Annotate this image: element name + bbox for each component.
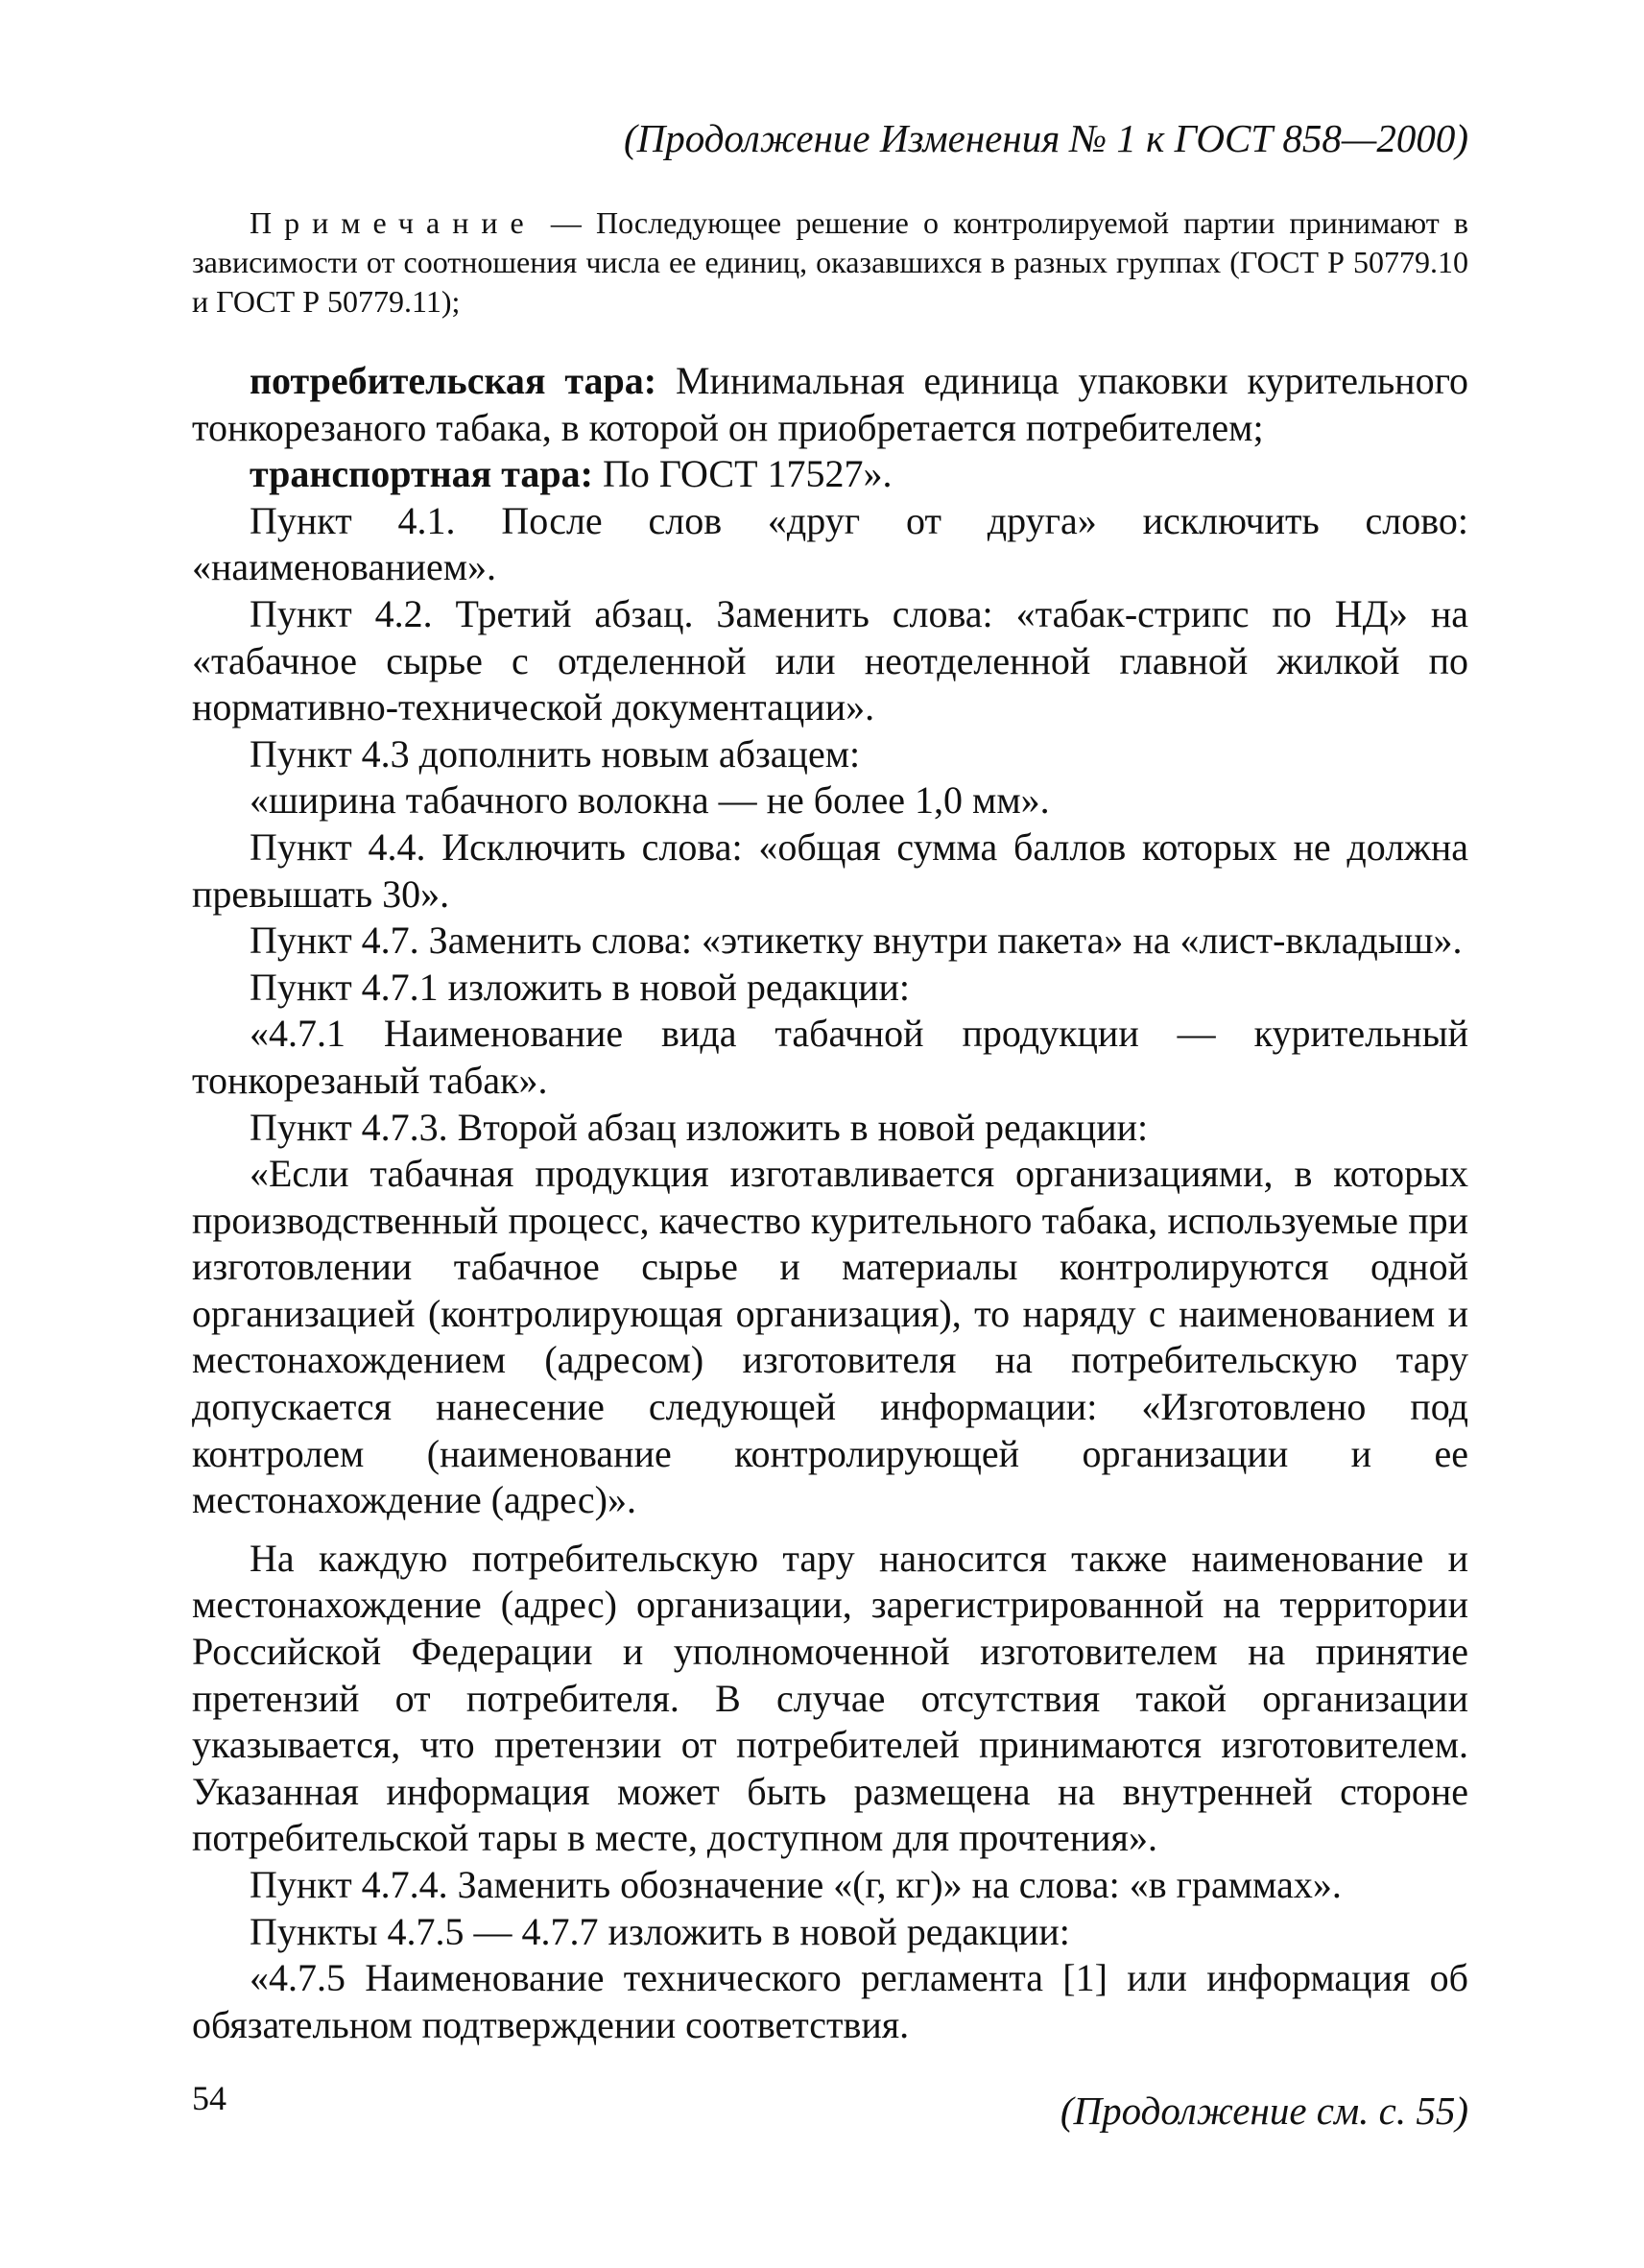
paragraph: Пункт 4.1. После слов «друг от друга» исключить слово: «наименованием». <box>192 498 1468 589</box>
paragraph: Пункт 4.7.3. Второй абзац изложить в новой редакции: <box>250 1105 1149 1149</box>
paragraph: Пункт 4.4. Исключить слова: «общая сумма баллов которых не должна превышать 30». <box>192 824 1468 916</box>
paragraph-text: По ГОСТ 17527». <box>593 452 893 496</box>
note-text: — Последующее решение о контролируемой партии принимают в зависимости от соотношения числа ее единиц, оказавшихся в разных группах (ГОСТ Р 50779.10 и ГОСТ Р 50779.11); <box>192 205 1468 319</box>
paragraph-text: Минимальная единица упаковки курительного тонкорезаного табака, в которой он приобретается потребителем; <box>192 359 1468 449</box>
paragraph: Пункт 4.7.4. Заменить обозначение «(г, кг)» на слова: «в граммах». <box>250 1863 1342 1906</box>
body-text <box>192 358 1468 2048</box>
paragraph: Пункт 4.3 дополнить новым абзацем: <box>250 731 861 776</box>
continuation-header: (Продолжение Изменения № 1 к ГОСТ 858—2000) <box>623 116 1468 160</box>
paragraph: Пункт 4.2. Третий абзац. Заменить слова: «табак-стрипс по НД» на «табачное сырье с отделенной или неотделенной главной жилкой по нормативно-технической документации». <box>192 591 1468 729</box>
note-label: Примечание <box>250 205 536 240</box>
paragraph-consumer-package <box>192 358 1468 451</box>
paragraph: «4.7.5 Наименование технического регламента [1] или информация об обязательном подтверждении соответствия. <box>192 1956 1468 2046</box>
paragraph: На каждую потребительскую тару наносится также наименование и местонахождение (адрес) организации, зарегистрированной на территории Российской Федерации и уполномоченной изготовителем на принятие претензий от потребителя. В случае отсутствия такой организации указывается, что претензии от потребителей принимаются изготовителем. Указанная информация может быть размещена на внутренней стороне потребительской тары в месте, доступном для прочтения». <box>192 1536 1468 1860</box>
paragraph-transport-package <box>192 451 1468 498</box>
term-label: транспортная тара: <box>250 452 593 496</box>
note-paragraph <box>192 203 1468 322</box>
continuation-footer: (Продолжение см. с. 55) <box>1060 2089 1468 2134</box>
paragraph: Пункт 4.7.1 изложить в новой редакции: <box>250 965 911 1009</box>
page-number: 54 <box>192 2079 226 2117</box>
term-label: потребительская тара: <box>250 359 657 402</box>
paragraph: «4.7.1 Наименование вида табачной продукции — курительный тонкорезаный табак». <box>192 1012 1468 1102</box>
paragraph: «ширина табачного волокна — не более 1,0 мм». <box>250 778 1050 823</box>
paragraph: «Если табачная продукция изготавливается организациями, в которых производственный процесс, качество курительного табака, используемые при изготовлении табачное сырье и материалы контролируются одной организацией (контролирующая организация), то наряду с наименованием и местонахождением (адресом) изготовителя на потребительскую тару допускается нанесение следующей информации: «Изготовлено под контролем (наименование контролирующей организации и ее местонахождение (адрес)». <box>192 1152 1468 1522</box>
paragraph: Пункт 4.7. Заменить слова: «этикетку внутри пакета» на «лист-вкладыш». <box>250 919 1463 963</box>
document-page <box>192 113 1468 2135</box>
paragraph: Пункты 4.7.5 — 4.7.7 изложить в новой редакции: <box>250 1909 1070 1953</box>
